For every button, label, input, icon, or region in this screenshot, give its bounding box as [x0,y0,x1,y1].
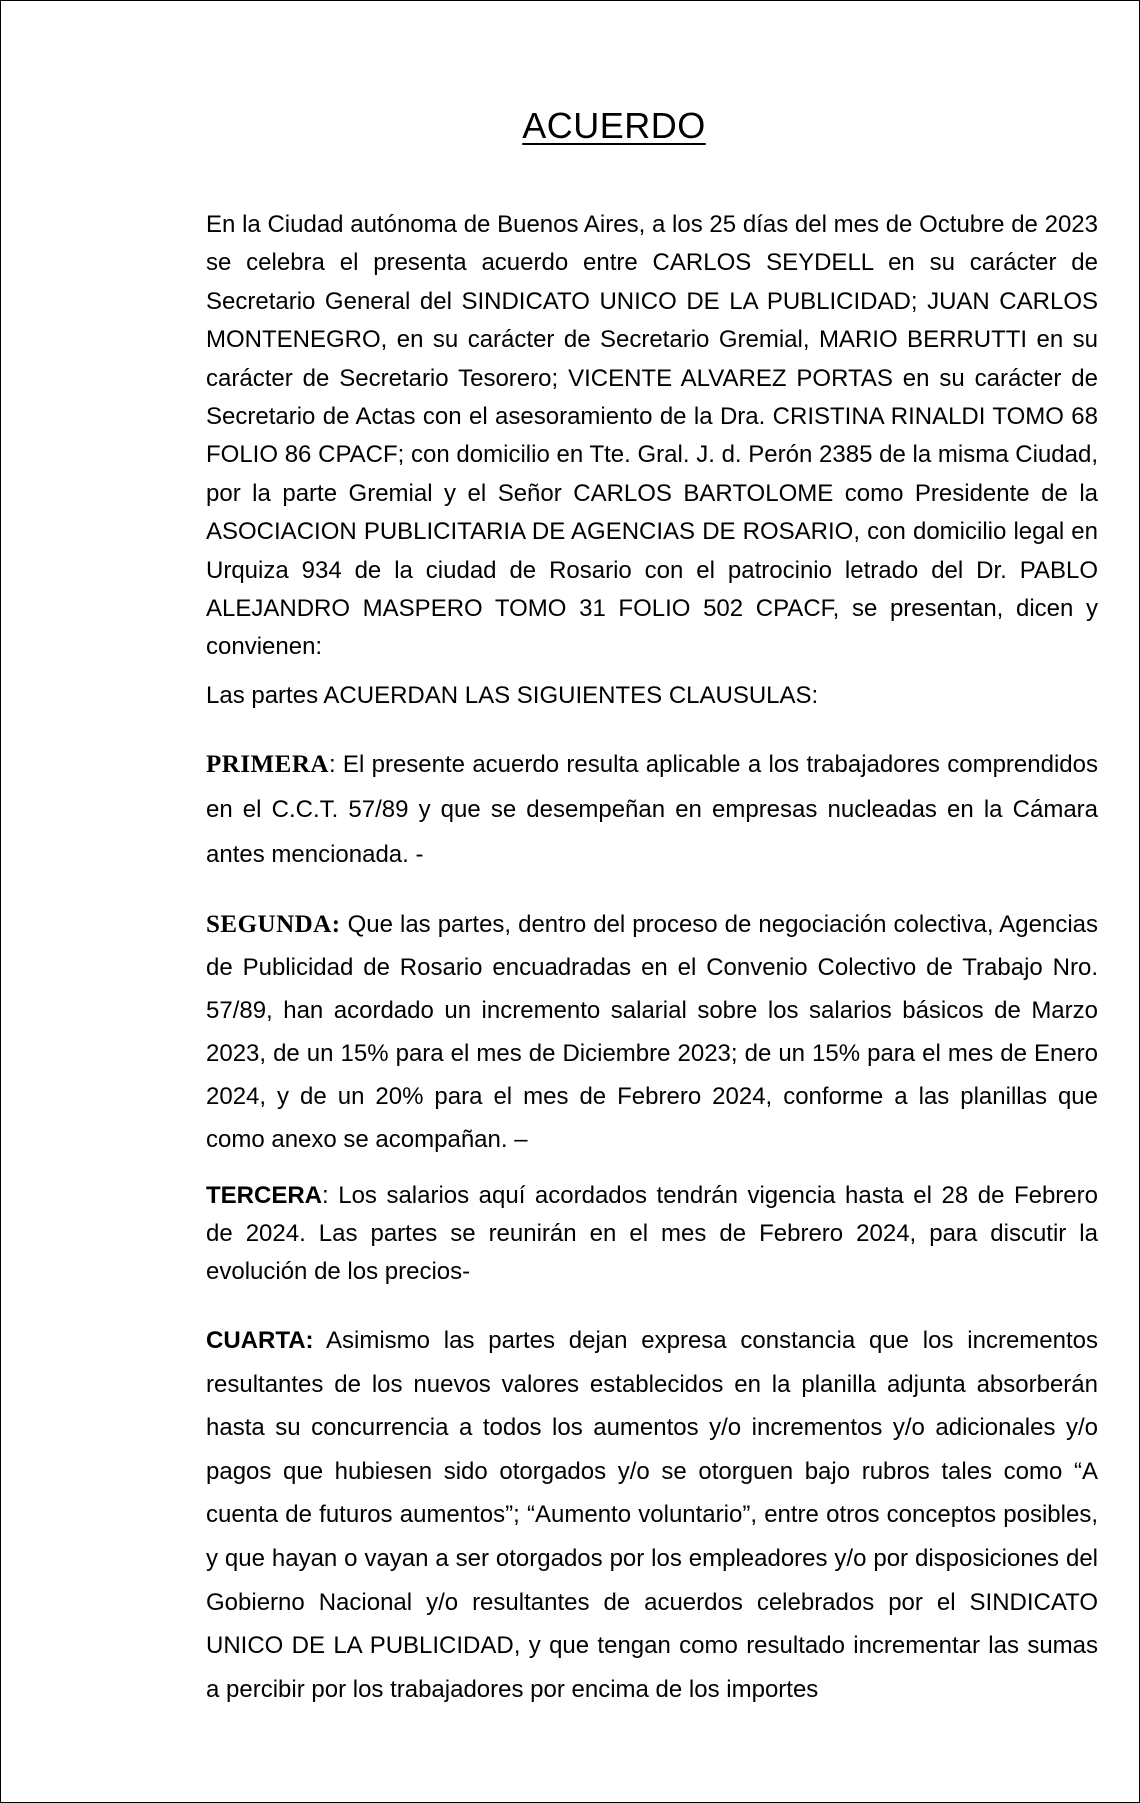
clause-text: Los salarios aquí acordados tendrán vigencia hasta el 28 de Febrero de 2024. Las partes se reunirán en el mes de Febrero 2024, para discutir la evolución de los precios- [206,1182,1098,1285]
clause-separator: : [322,1182,329,1209]
clause-text: Que las partes, dentro del proceso de negociación colectiva, Agencias de Publicidad de Rosario encuadradas en el Convenio Colectivo de Trabajo Nro. 57/89, han acordado un incremento salarial sobre los salarios básicos de Marzo 2023, de un 15% para el mes de Diciembre 2023; de un 15% para el mes de Enero 2024, y de un 20% para el mes de Febrero 2024, conforme a las planillas que como anexo se acompañan. – [206,911,1098,1153]
clause-tercera [206,1177,1098,1291]
clause-heading: CUARTA: [206,1327,314,1354]
clause-cuarta [206,1319,1098,1711]
clause-segunda [206,903,1098,1161]
clause-text: El presente acuerdo resulta aplicable a los trabajadores comprendidos en el C.C.T. 57/89 y que se desempeñan en empresas nucleadas en la Cámara antes mencionada. - [206,751,1098,868]
clause-primera [206,742,1098,877]
document-title: ACUERDO [522,105,706,146]
clause-separator: : [328,751,336,778]
clause-heading: SEGUNDA: [206,911,341,938]
clause-heading: TERCERA [206,1182,323,1209]
intro-paragraph: En la Ciudad autónoma de Buenos Aires, a los 25 días del mes de Octubre de 2023 se celebra el presenta acuerdo entre CARLOS SEYDELL en su carácter de Secretario General del SINDICATO UNICO DE LA PUBLICIDAD; JUAN CARLOS MONTENEGRO, en su carácter de Secretario Gremial, MARIO BERRUTTI en su carácter de Secretario Tesorero; VICENTE ALVAREZ PORTAS en su carácter de Secretario de Actas con el asesoramiento de la Dra. CRISTINA RINALDI TOMO 68 FOLIO 86 CPACF; con domicilio en Tte. Gral. J. d. Perón 2385 de la misma Ciudad, por la parte Gremial y el Señor CARLOS BARTOLOME como Presidente de la ASOCIACION PUBLICITARIA DE AGENCIAS DE ROSARIO, con domicilio legal en Urquiza 934 de la ciudad de Rosario con el patrocinio letrado del Dr. PABLO ALEJANDRO MASPERO TOMO 31 FOLIO 502 CPACF, se presentan, dicen y convienen: [206,211,1098,661]
agreement-line: Las partes ACUERDAN LAS SIGUIENTES CLAUSULAS: [206,682,819,709]
clause-text: Asimismo las partes dejan expresa constancia que los incrementos resultantes de los nuevos valores establecidos en la planilla adjunta absorberán hasta su concurrencia a todos los aumentos y/o incrementos y/o adicionales y/o pagos que hubiesen sido otorgados y/o se otorguen bajo rubros tales como “A cuenta de futuros aumentos”; “Aumento voluntario”, entre otros conceptos posibles, y que hayan o vayan a ser otorgados por los empleadores y/o por disposiciones del Gobierno Nacional y/o resultantes de acuerdos celebrados por el SINDICATO UNICO DE LA PUBLICIDAD, y que tengan como resultado incrementar las sumas a percibir por los trabajadores por encima de los importes [206,1327,1098,1703]
clause-heading: PRIMERA [206,751,329,778]
